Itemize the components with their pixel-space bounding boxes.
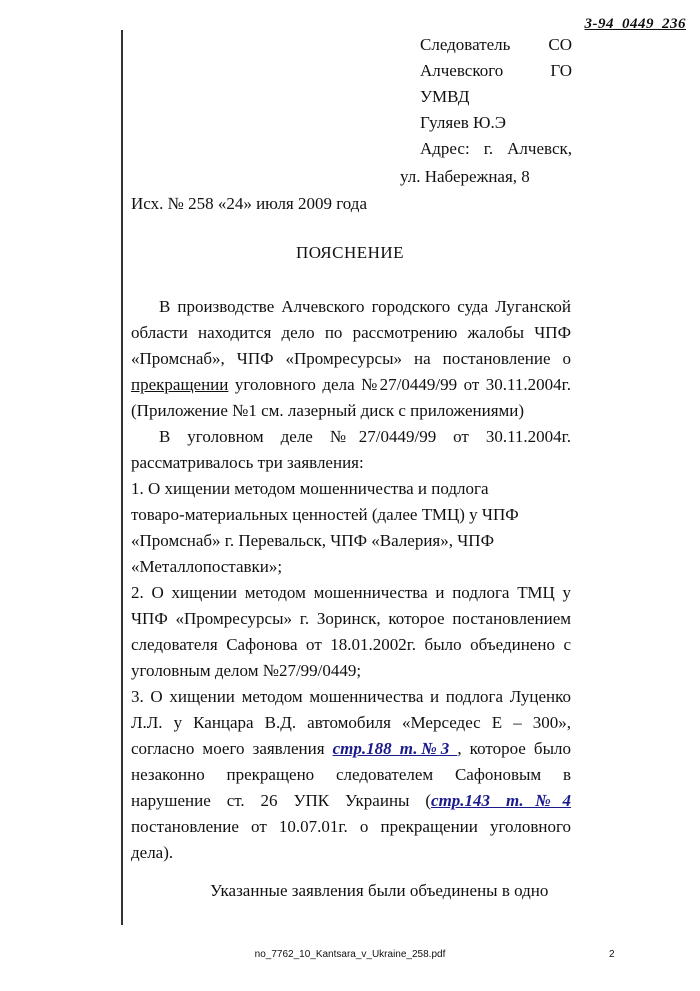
item-3-text: , которое было bbox=[457, 739, 571, 758]
item-3-line bbox=[131, 788, 571, 814]
paragraph-1-line: «Промснаб», ЧПФ «Промресурсы» на постановление о bbox=[131, 349, 571, 368]
item-1-line: «Металлопоставки»; bbox=[131, 557, 283, 576]
continuation-line: Указанные заявления были объединены в одно bbox=[210, 881, 549, 900]
addressee-dept: СО bbox=[548, 35, 572, 54]
document-body bbox=[131, 294, 571, 866]
page-number: 2 bbox=[609, 949, 615, 960]
paragraph-2-line: рассматривалось три заявления: bbox=[131, 453, 364, 472]
item-3-line: дела). bbox=[131, 843, 174, 862]
paragraph-1-line: области находится дело по рассмотрению жалобы ЧПФ bbox=[131, 323, 571, 342]
footer-filename: no_7762_10_Kantsara_v_Ukraine_258.pdf bbox=[254, 949, 446, 960]
addressee-office: УМВД bbox=[420, 87, 470, 106]
item-2-line: 2. О хищении методом мошенничества и подлога ТМЦ у bbox=[131, 583, 571, 602]
item-3-text: согласно моего заявления bbox=[131, 739, 333, 758]
item-3-line bbox=[131, 736, 571, 762]
page-reference-link[interactable]: стр.188 т.№3 bbox=[332, 739, 458, 758]
item-2-line: ЧПФ «Промресурсы» г. Зоринск, которое постановлением bbox=[131, 609, 571, 628]
item-1-line: «Промснаб» г. Перевальск, ЧПФ «Валерия», ЧПФ bbox=[131, 531, 495, 550]
paragraph-1-line: (Приложение №1 см. лазерный диск с приложениями) bbox=[131, 401, 525, 420]
page-reference-link[interactable]: стр.143 т.№4 bbox=[431, 791, 571, 810]
addressee-city: Алчевского bbox=[420, 61, 504, 80]
underlined-word: прекращении bbox=[131, 375, 229, 394]
item-3-text: нарушение ст. 26 УПК Украины ( bbox=[131, 791, 432, 810]
item-1-line: 1. О хищении методом мошенничества и подлога bbox=[131, 479, 489, 498]
item-3-line: постановление от 10.07.01г. о прекращении уголовного bbox=[131, 817, 571, 836]
item-1-line: товаро-материальных ценностей (далее ТМЦ) у ЧПФ bbox=[131, 505, 519, 524]
document-title: ПОЯСНЕНИЕ bbox=[295, 243, 405, 262]
addressee-line-2 bbox=[420, 58, 572, 84]
paragraph-1-line: В производстве Алчевского городского суда Луганской bbox=[159, 297, 571, 316]
paragraph-1-text: уголовного дела №27/0449/99 от 30.11.2004г. bbox=[228, 375, 571, 394]
margin-line bbox=[121, 30, 123, 925]
item-3-line: 3. О хищении методом мошенничества и подлога Луценко bbox=[131, 687, 571, 706]
paragraph-2-line: В уголовном деле №27/0449/99 от 30.11.2004г. bbox=[159, 427, 571, 446]
addressee-unit: ГО bbox=[550, 61, 572, 80]
outgoing-number: Исх. № 258 «24» июля 2009 года bbox=[131, 194, 367, 213]
addressee-line-1 bbox=[420, 32, 572, 58]
item-2-line: следователя Сафонова от 18.01.2002г. было объединено с bbox=[131, 635, 571, 654]
addressee-block bbox=[420, 32, 572, 162]
addressee-address: Адрес: г. Алчевск, bbox=[420, 139, 572, 158]
addressee-position: Следователь bbox=[420, 35, 511, 54]
addressee-name: Гуляев Ю.Э bbox=[420, 113, 507, 132]
item-3-line: незаконно прекращено следователем Сафоновым в bbox=[131, 765, 571, 784]
addressee-street: ул. Набережная, 8 bbox=[400, 167, 530, 186]
paragraph-1-line bbox=[131, 372, 571, 398]
case-number: 3-94_0449_236 bbox=[584, 16, 686, 32]
item-3-line: Л.Л. у Канцара В.Д. автомобиля «Мерседес Е – 300», bbox=[131, 713, 571, 732]
item-2-line: уголовным делом №27/99/0449; bbox=[131, 661, 362, 680]
